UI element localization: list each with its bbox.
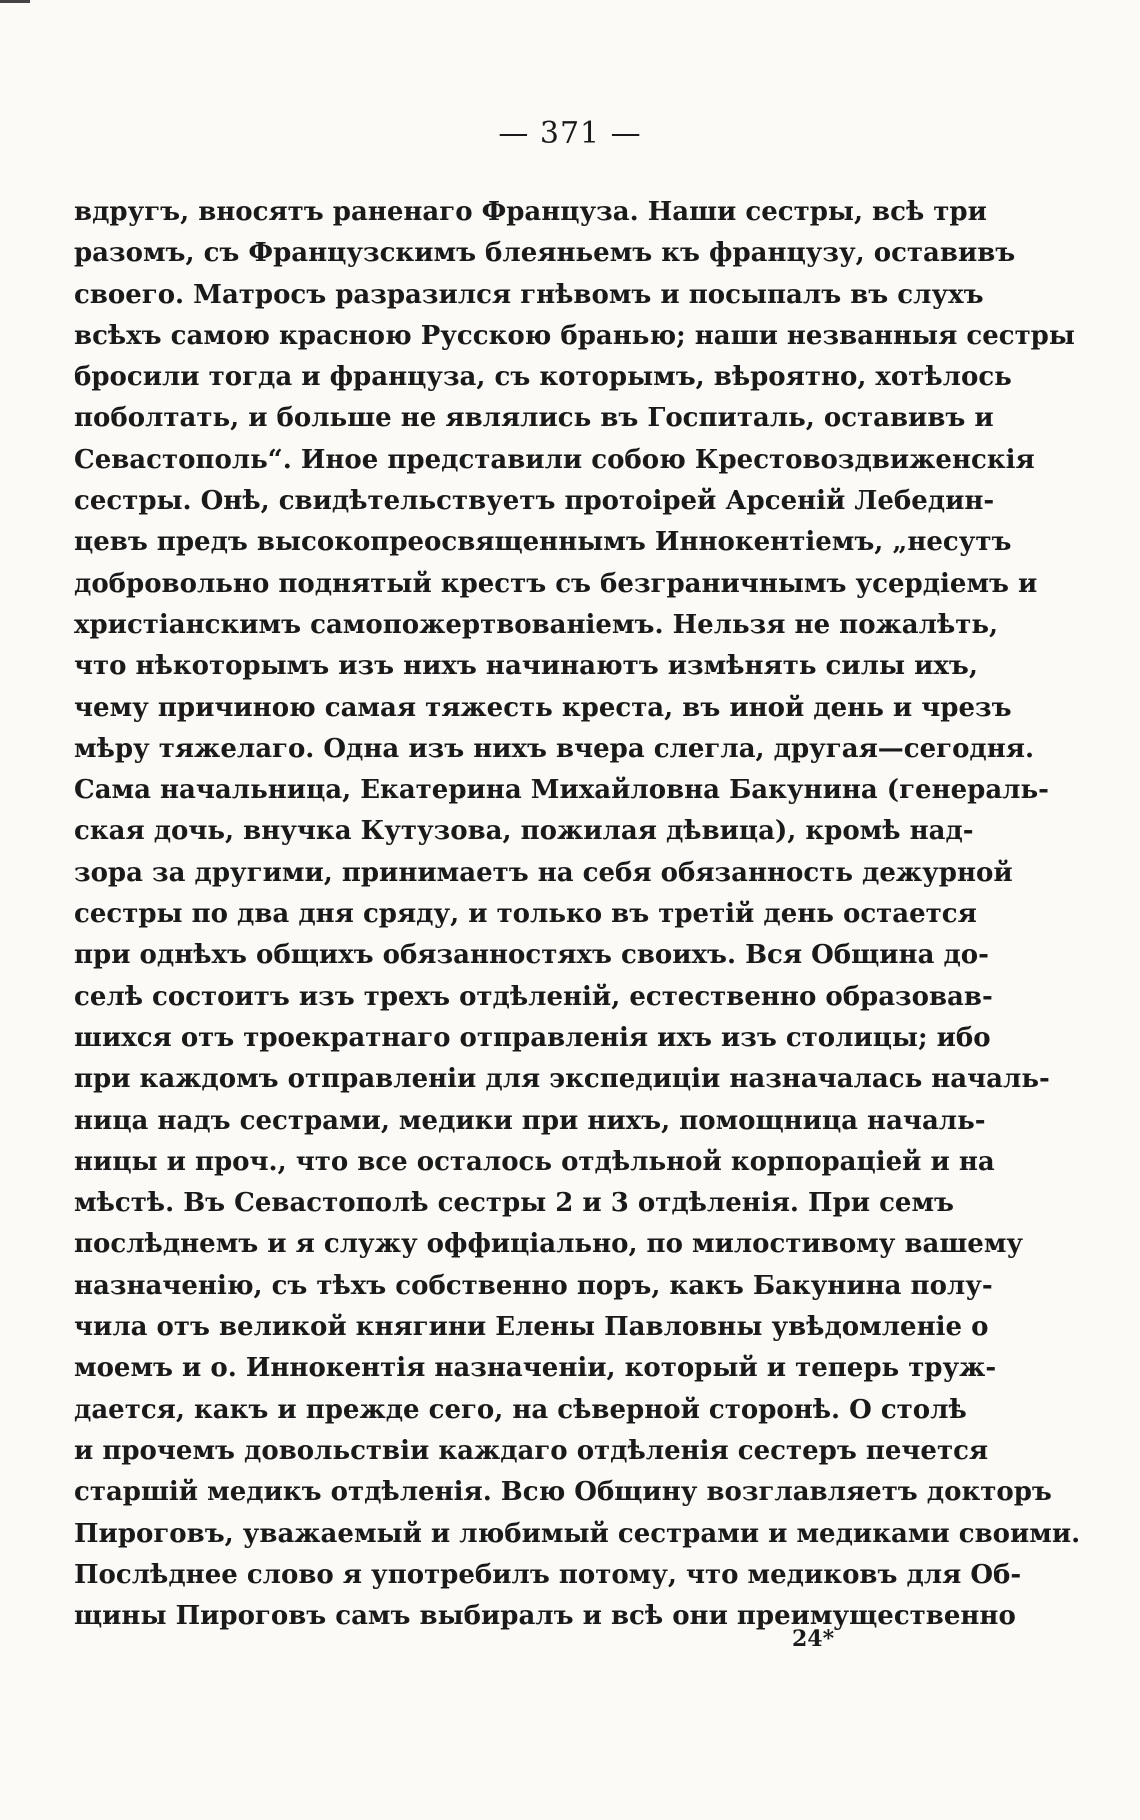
text-line: ница надъ сестрами, медики при нихъ, помощница началь- xyxy=(74,1105,986,1136)
text-line: сестры по два дня сряду, и только въ третiй день остается xyxy=(74,899,977,930)
text-line: зора за другими, принимаетъ на себя обязанность дежурной xyxy=(74,857,1013,888)
text-line: Пироговъ, уважаемый и любимый сестрами и медиками своими. xyxy=(74,1518,1081,1549)
text-line: старшiй медикъ отдѣленiя. Всю Общину возглавляетъ докторъ xyxy=(74,1477,1052,1508)
text-line: бросили тогда и француза, съ которымъ, вѣроятно, хотѣлось xyxy=(74,362,1012,393)
text-line: вдругъ, вносятъ раненаго Француза. Наши сестры, всѣ три xyxy=(74,197,987,227)
text-line: и прочемъ довольствiи каждаго отдѣленiя сестеръ печется xyxy=(74,1435,989,1466)
text-line: при однѣхъ общихъ обязанностяхъ своихъ. Вся Община до- xyxy=(74,940,989,971)
text-line: при каждомъ отправленiи для экспедицiи назначалась началь- xyxy=(74,1064,1050,1095)
text-line: Послѣднее слово я употребилъ потому, что медиковъ для Об- xyxy=(74,1559,1022,1590)
body-text xyxy=(74,192,1081,1637)
text-line: Севастополь“. Иное представили собою Крестовоздвиженскія xyxy=(74,444,1035,475)
text-line: цевъ предъ высокопреосвященнымъ Иннокентiемъ, „несутъ xyxy=(74,527,1012,558)
text-line: всѣхъ самою красною Русскою бранью; наши незванныя сестры xyxy=(74,320,1075,351)
text-line: мѣру тяжелаго. Одна изъ нихъ вчера слегла, другая—сегодня. xyxy=(74,733,1035,764)
text-line: ницы и проч., что все осталось отдѣльной корпорацiей и на xyxy=(74,1146,995,1177)
page-number: — 371 — xyxy=(498,116,642,151)
text-line: послѣднемъ и я служу оффицiально, по милостивому вашему xyxy=(74,1229,1024,1260)
text-line: чему причиною самая тяжесть креста, въ иной день и чрезъ xyxy=(74,692,1012,723)
text-line: своего. Матросъ разразился гнѣвомъ и посыпалъ въ слухъ xyxy=(74,279,984,310)
text-line: назначенiю, съ тѣхъ собственно поръ, какъ Бакунина полу- xyxy=(74,1270,993,1301)
text-line: щины Пироговъ самъ выбиралъ и всѣ они преимущественно xyxy=(74,1601,1016,1632)
text-line: Сама начальница, Екатерина Михайловна Бакунина (генераль- xyxy=(74,775,1049,806)
text-line: христiанскимъ самопожертвованiемъ. Нельзя не пожалѣть, xyxy=(74,609,999,640)
text-line: разомъ, съ Французскимъ блеяньемъ къ французу, оставивъ xyxy=(74,238,1016,269)
text-line: моемъ и о. Иннокентiя назначенiи, который и теперь труж- xyxy=(74,1353,997,1384)
text-line: мѣстѣ. Въ Севастополѣ сестры 2 и 3 отдѣленiя. При семъ xyxy=(74,1188,954,1219)
signature-mark: 24* xyxy=(792,1626,835,1652)
text-line: шихся отъ троекратнаго отправленiя ихъ изъ столицы; ибо xyxy=(74,1022,991,1053)
text-line: дается, какъ и прежде сего, на сѣверной сторонѣ. О столѣ xyxy=(74,1394,967,1425)
text-line: чила отъ великой княгини Елены Павловны увѣдомленiе о xyxy=(74,1312,989,1343)
text-line: что нѣкоторымъ изъ нихъ начинаютъ измѣнять силы ихъ, xyxy=(74,651,978,682)
text-line: добровольно поднятый крестъ съ безграничнымъ усердiемъ и xyxy=(74,568,1038,599)
text-line: ская дочь, внучка Кутузова, пожилая дѣвица), кромѣ над- xyxy=(74,816,974,847)
text-line: селѣ состоитъ изъ трехъ отдѣленiй, естественно образовав- xyxy=(74,981,993,1012)
text-line: сестры. Онѣ, свидѣтельствуетъ протоiрей Арсенiй Лебедин- xyxy=(74,486,995,517)
text-line: поболтать, и больше не являлись въ Госпиталь, оставивъ и xyxy=(74,403,994,434)
corner-mark xyxy=(0,0,30,3)
